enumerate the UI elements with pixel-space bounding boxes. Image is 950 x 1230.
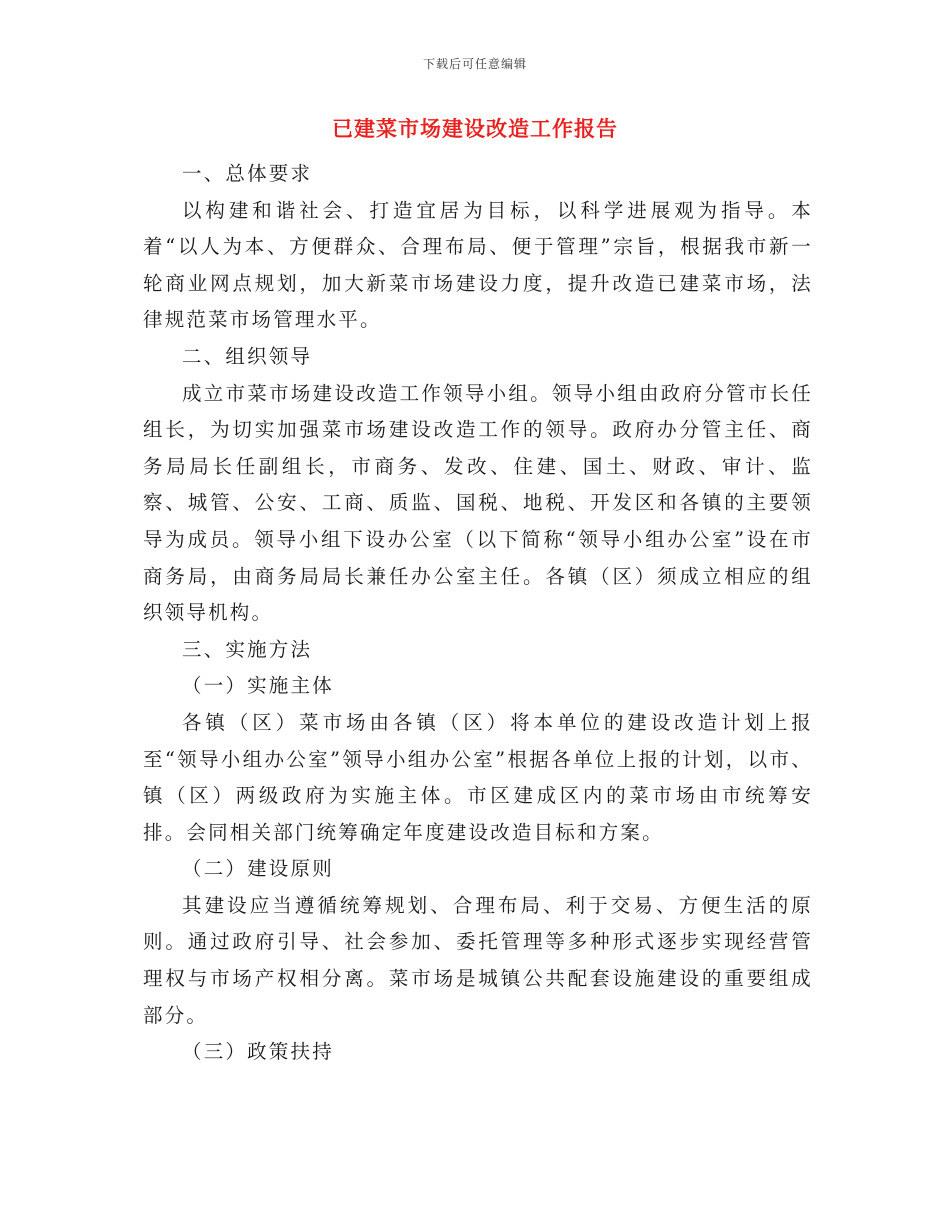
document-body — [143, 156, 813, 1071]
paragraph-implementation-subject: 各镇（区）菜市场由各镇（区）将本单位的建设改造计划上报至“领导小组办公室”领导小组办公室”根据各单位上报的计划，以市、镇（区）两级政府为实施主体。市区建成区内的菜市场由市统筹安排。会同相关部门统筹确定年度建设改造目标和方案。 — [143, 710, 813, 844]
section-heading-general-requirements: 一、总体要求 — [182, 162, 313, 185]
section-heading-organization: 二、组织领导 — [182, 344, 313, 368]
paragraph-general-requirements: 以构建和谐社会、打造宜居为目标，以科学进展观为指导。本着“以人为本、方便群众、合理布局、便于管理”宗旨，根据我市新一轮商业网点规划，加大新菜市场建设力度，提升改造已建菜市场，法律规范菜市场管理水平。 — [143, 198, 813, 332]
subheading-implementation-subject: （一）实施主体 — [182, 674, 334, 698]
header-note: 下载后可任意编辑 — [422, 57, 527, 71]
paragraph-organization: 成立市菜市场建设改造工作领导小组。领导小组由政府分管市长任组长，为切实加强菜市场建设改造工作的领导。政府办分管主任、商务局局长任副组长，市商务、发改、住建、国土、财政、审计、监察、城管、公安、工商、质监、国税、地税、开发区和各镇的主要领导为成员。领导小组下设办公室（以下简称“领导小组办公室”设在市商务局，由商务局局长兼任办公室主任。各镇（区）须成立相应的组织领导机构。 — [143, 381, 813, 625]
subheading-construction-principles: （二）建设原则 — [182, 857, 334, 881]
document-title: 已建菜市场建设改造工作报告 — [332, 117, 618, 141]
section-heading-implementation: 三、实施方法 — [182, 637, 313, 661]
paragraph-construction-principles: 其建设应当遵循统筹规划、合理布局、利于交易、方便生活的原则。通过政府引导、社会参加、委托管理等多种形式逐步实现经营管理权与市场产权相分离。菜市场是城镇公共配套设施建设的重要组成部分。 — [143, 893, 813, 1027]
subheading-policy-support: （三）政策扶持 — [182, 1040, 334, 1064]
